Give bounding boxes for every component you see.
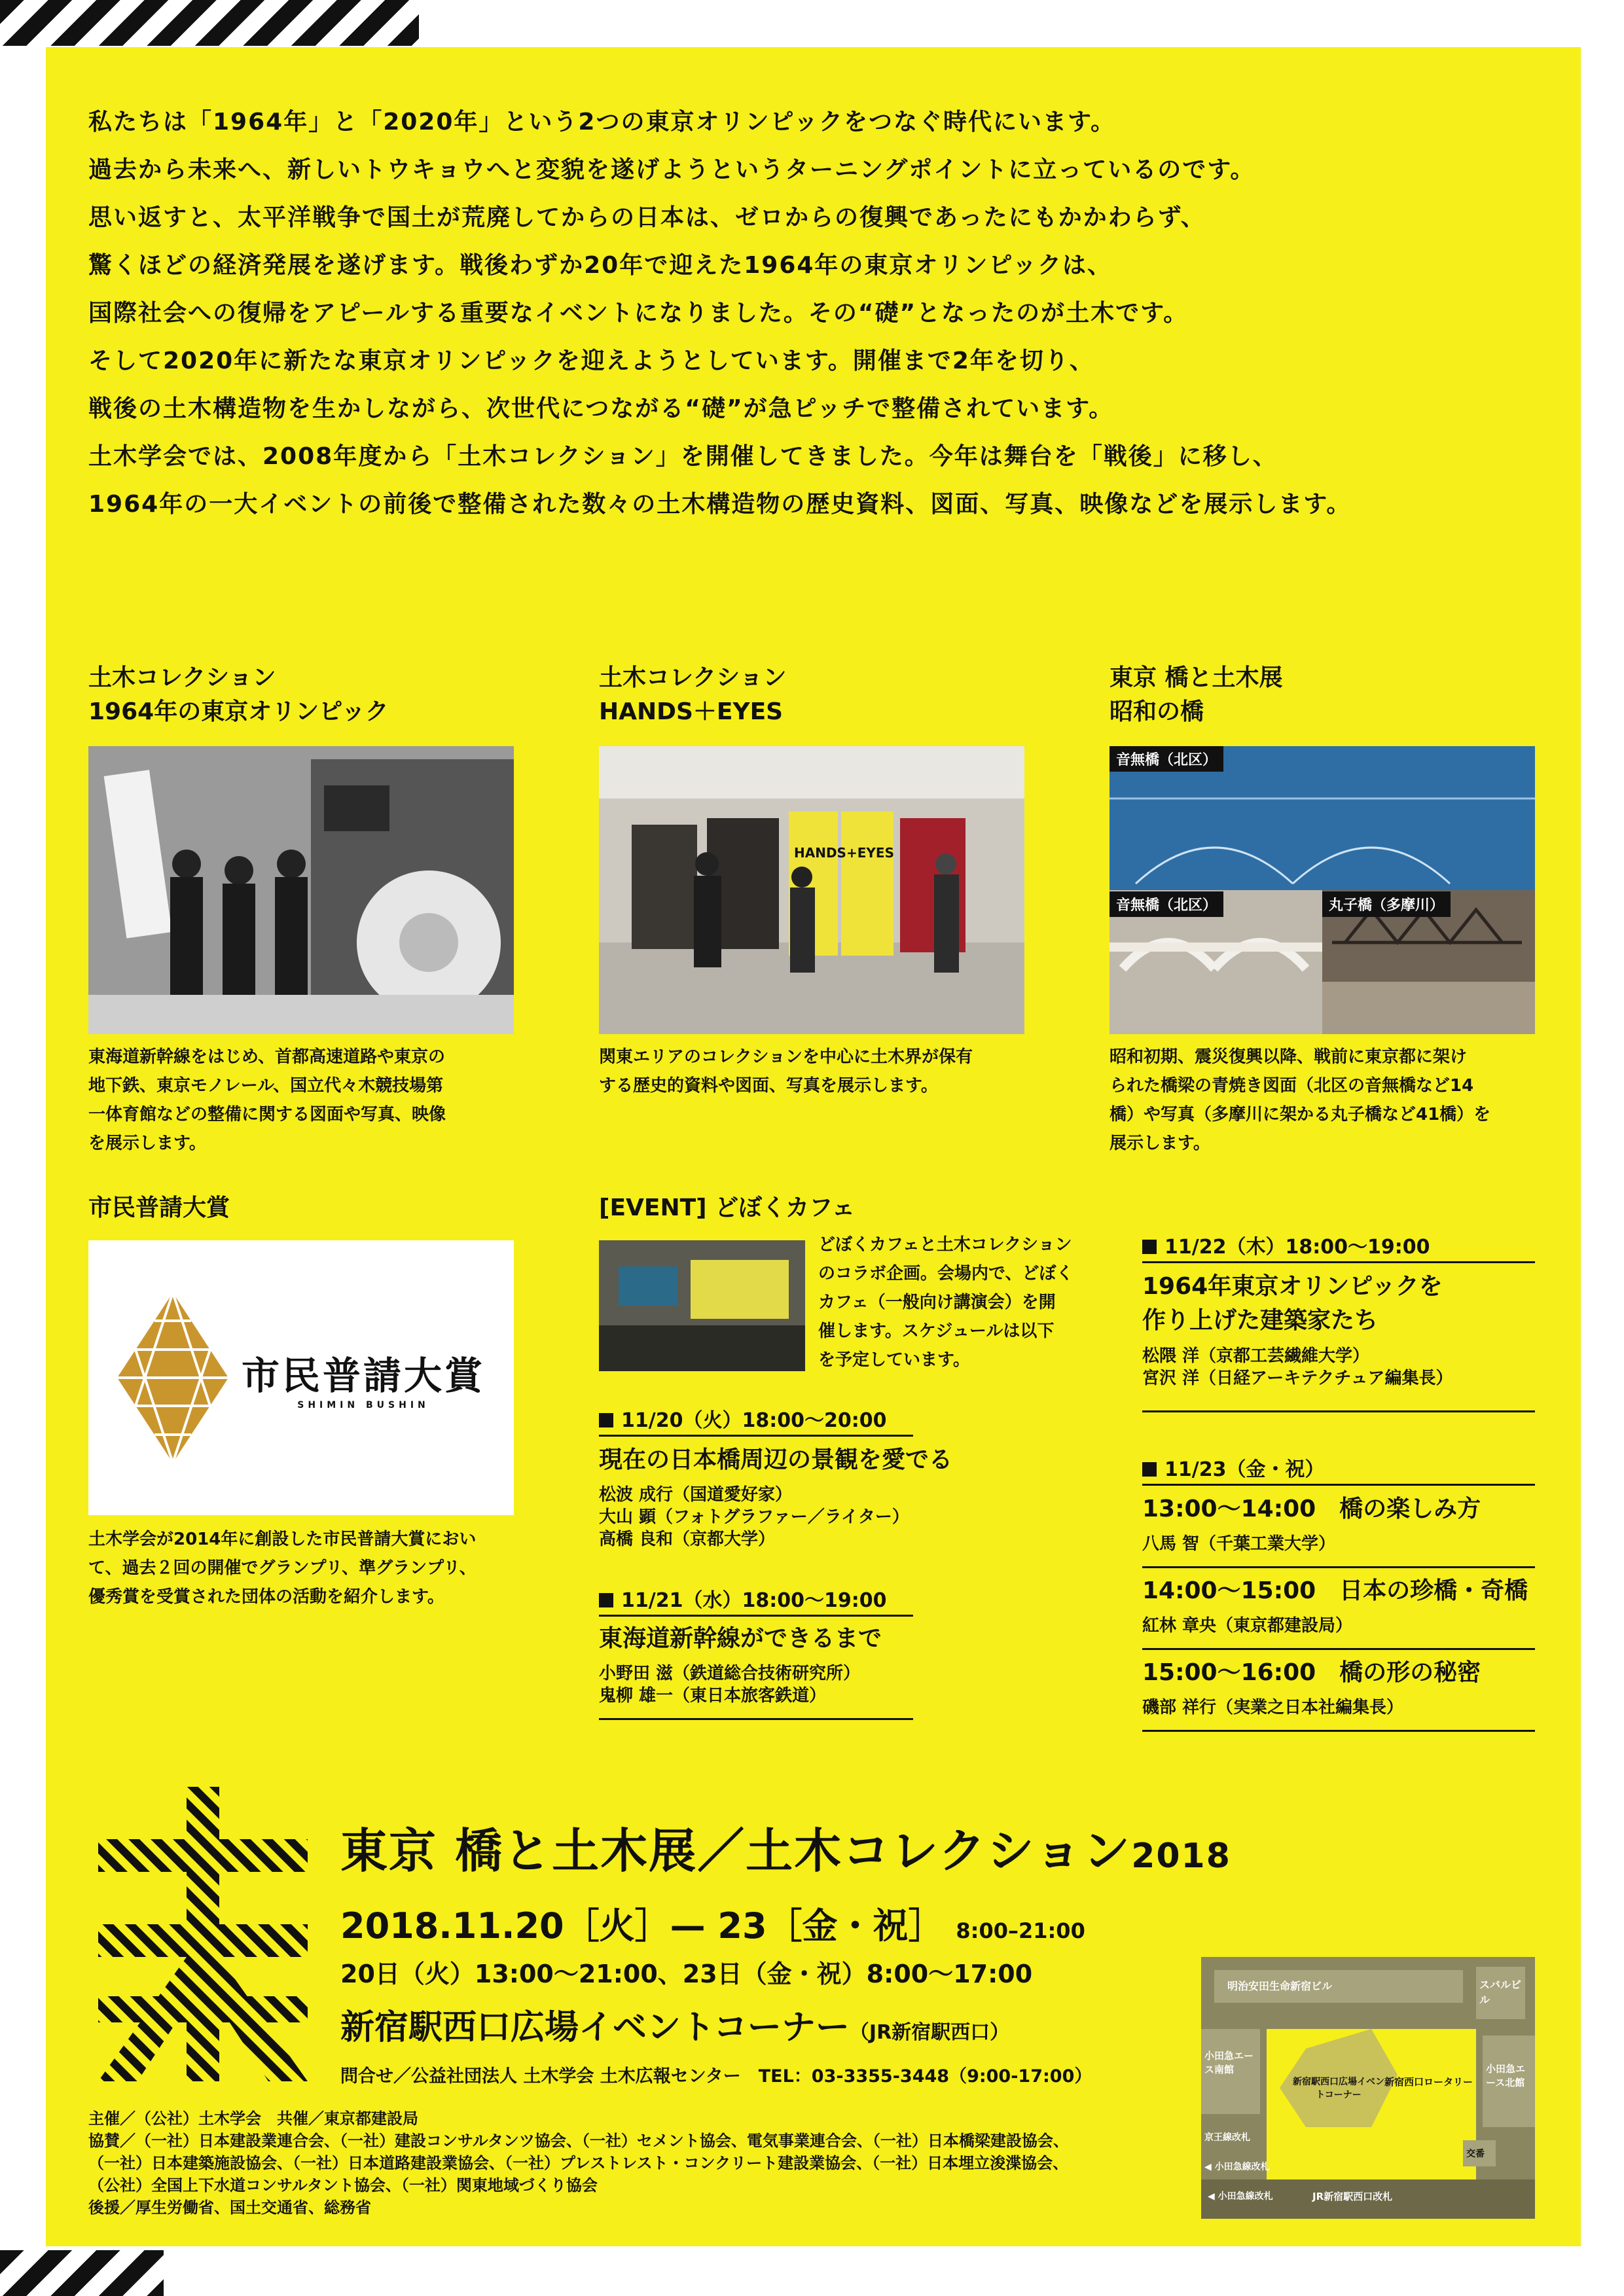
caption-line: 地下鉄、東京モノレール、国立代々木競技場第 [88, 1076, 444, 1096]
doboku-logo [98, 1787, 308, 2081]
credit-line: （公社）全国上下水道コンサルタント協会、（一社）関東地域づくり協会 [88, 2176, 598, 2195]
event-day3-date-text: 11/22（木）18:00～19:00 [1164, 1236, 1430, 1259]
event-day2-title: 東海道新幹線ができるまで [599, 1625, 882, 1652]
speaker: 小野田 滋（鉄道総合技術研究所） [599, 1664, 861, 1683]
caption-line: する歴史的資料や図面、写真を展示します。 [599, 1076, 938, 1096]
photo-dobokucafe [599, 1240, 805, 1371]
event-day2-date [599, 1584, 886, 1613]
intro-line: 過去から未来へ、新しいトウキョウへと変貌を遂げようというターニングポイントに立っているのです。 [88, 156, 1255, 183]
shimin-logo-text: 市民普請大賞 [241, 1354, 485, 1398]
event-day4-talk1-speaker: 八馬 智（千葉工業大学） [1142, 1534, 1336, 1554]
section-3-caption [1110, 1043, 1490, 1158]
event-venue [340, 2000, 1009, 2049]
event-hours-detail: 20日（火）13:00～21:00、23日（金・祝）8:00～17:00 [340, 1960, 1033, 1988]
event-main-title-text: 東京 橋と土木展／土木コレクション [340, 1823, 1132, 1878]
credit-line: 後援／厚生労働省、国土交通省、総務省 [88, 2198, 371, 2217]
event-day1-speakers [599, 1484, 909, 1551]
shimin-heading: 市民普請大賞 [88, 1194, 230, 1221]
section-1-title-line1: 土木コレクション [88, 664, 276, 691]
credit-line: （一社）日本建築施設協会、（一社）日本道路建設業協会、（一社）プレストレスト・コンクリート建設業協会、（一社）日本埋立浚渫協会、 [88, 2154, 1069, 2172]
event-date-main: 2018.11.20［火］— 23［金・祝］ [340, 1905, 944, 1946]
caption-line: 催します。スケジュールは以下 [818, 1321, 1055, 1341]
event-day4-talk3-speaker: 磯部 祥行（実業之日本社編集長） [1142, 1698, 1404, 1717]
bridge-label-a: 音無橋（北区） [1110, 746, 1223, 772]
divider [1142, 1410, 1535, 1412]
speaker: 高橋 良和（京都大学） [599, 1530, 776, 1549]
caption-line: 土木学会が2014年に創設した市民普請大賞におい [88, 1530, 477, 1549]
event-day2-date-text: 11/21（水）18:00～19:00 [621, 1589, 887, 1612]
shimin-logo-sub: SHIMIN BUSHIN [297, 1400, 429, 1410]
event-day2-speakers [599, 1662, 860, 1707]
caption-line: 橋）や写真（多摩川に架かる丸子橋など41橋）を [1110, 1105, 1491, 1124]
divider [599, 1615, 913, 1617]
section-2-title-line2: HANDS＋EYES [599, 698, 784, 725]
intro-line: 思い返すと、太平洋戦争で国土が荒廃してからの日本は、ゼロからの復興であったにもかかわらず、 [88, 204, 1206, 231]
bridge-label-b: 音無橋（北区） [1110, 891, 1223, 917]
intro-line: 国際社会への復帰をアピールする重要なイベントになりました。その“礎”となったのが土木です。 [88, 300, 1189, 327]
event-day4-talk2-speaker: 紅林 章央（東京都建設局） [1142, 1616, 1353, 1636]
event-venue-sub: （JR新宿駅西口） [849, 2021, 1010, 2044]
event-day4-talk3-title: 15:00～16:00 橋の形の秘密 [1142, 1659, 1481, 1686]
caption-line: 一体育館などの整備に関する図面や写真、映像 [88, 1105, 446, 1124]
caption-line: カフェ（一般向け講演会）を開 [818, 1293, 1056, 1312]
credit-line: 主催／（公社）土木学会 共催／東京都建設局 [88, 2109, 418, 2128]
caption-line: 昭和初期、震災復興以降、戦前に東京都に架け [1110, 1047, 1468, 1067]
sign-hands: HANDS [794, 845, 846, 861]
caption-line: どぼくカフェと土木コレクション [818, 1235, 1072, 1255]
caption-line: 優秀賞を受賞された団体の活動を紹介します。 [88, 1587, 444, 1607]
caption-line: 東海道新幹線をはじめ、首都高速道路や東京の [88, 1047, 445, 1067]
shimin-diamond-icon [117, 1293, 228, 1463]
divider [1142, 1261, 1535, 1263]
divider [1142, 1730, 1535, 1732]
photo-1964-olympic [88, 746, 514, 1034]
event-day4-talk1-title: 13:00～14:00 橋の楽しみ方 [1142, 1496, 1481, 1522]
event-date-hours: 8:00–21:00 [956, 1918, 1085, 1943]
section-3-title-line2: 昭和の橋 [1110, 698, 1204, 725]
photo-hands-eyes [599, 746, 1024, 1034]
event-day4-talk2-title: 14:00～15:00 日本の珍橋・奇橋 [1142, 1577, 1528, 1604]
intro-line: 戦後の土木構造物を生かしながら、次世代につながる“礎”が急ピッチで整備されています。 [88, 395, 1114, 422]
divider [599, 1718, 913, 1720]
map-label-odakyu: ◀ 小田急線改札 [1204, 2162, 1270, 2172]
event-day3-date [1142, 1230, 1430, 1259]
map-label-odakyu2: ◀ 小田急線改札 [1208, 2191, 1273, 2202]
map-label-rotary: 新宿西口ロータリー [1384, 2076, 1473, 2088]
divider [599, 1435, 913, 1437]
event-venue-text: 新宿駅西口広場イベントコーナー [340, 2008, 850, 2047]
bridge-label-c: 丸子橋（多摩川） [1322, 891, 1451, 917]
shimin-logo-box [88, 1240, 514, 1515]
caption-line: られた橋梁の青焼き図面（北区の音無橋など14 [1110, 1076, 1474, 1096]
intro-line: 私たちは「1964年」と「2020年」という2つの東京オリンピックをつなぐ時代にいます。 [88, 109, 1116, 135]
intro-line: 驚くほどの経済発展を遂げます。戦後わずか20年で迎えた1964年の東京オリンピックは、 [88, 252, 1112, 279]
event-day1-date-text: 11/20（火）18:00～20:00 [621, 1409, 887, 1432]
intro-line: 土木学会では、2008年度から「土木コレクション」を開催してきました。今年は舞台を「戦後」に移し、 [88, 443, 1278, 470]
event-day1-date [599, 1404, 886, 1433]
event-day4-date [1142, 1453, 1324, 1482]
map-label-ace-north: 小田急エース北館 [1486, 2063, 1526, 2089]
event-heading: [EVENT] どぼくカフェ [599, 1194, 856, 1221]
event-day1-title: 現在の日本橋周辺の景観を愛でる [599, 1446, 953, 1473]
caption-line: て、過去２回の開催でグランプリ、準グランプリ、 [88, 1558, 477, 1578]
speaker: 宮沢 洋（日経アーキテクチュア編集長） [1142, 1369, 1453, 1388]
shimin-caption [88, 1525, 477, 1611]
bullet-square-icon [599, 1593, 613, 1607]
map-label-ace-south: 小田急エース南館 [1204, 2050, 1254, 2075]
section-1-title [88, 661, 389, 729]
event-dates [340, 1898, 1085, 1948]
caption-line: 展示します。 [1110, 1134, 1210, 1153]
divider [1142, 1648, 1535, 1650]
divider [1142, 1484, 1535, 1486]
map-label-koban: 交番 [1466, 2149, 1485, 2159]
speaker: 大山 顕（フォトグラファー／ライター） [599, 1507, 909, 1527]
map-label-meiji: 明治安田生命新宿ビル [1227, 1980, 1333, 1992]
credit-line: 協賛／（一社）日本建設業連合会、（一社）建設コンサルタンツ協会、（一社）セメント協会、電気事業連合会、（一社）日本橋梁建設協会、 [88, 2132, 1069, 2150]
bullet-square-icon [599, 1413, 613, 1427]
event-day3-title [1142, 1270, 1443, 1338]
event-day3-speakers [1142, 1345, 1453, 1390]
map-label-subaru: スバルビル [1479, 1979, 1522, 2006]
sign-eyes: +EYES [846, 845, 894, 861]
bullet-square-icon [1142, 1240, 1157, 1254]
speaker: 鬼柳 雄一（東日本旅客鉄道） [599, 1686, 827, 1706]
section-1-title-line2: 1964年の東京オリンピック [88, 698, 389, 725]
top-stripes [0, 0, 419, 46]
intro-line: 1964年の一大イベントの前後で整備された数々の土木構造物の歴史資料、図面、写真、映像などを展示します。 [88, 491, 1352, 518]
speaker: 松波 成行（国道愛好家） [599, 1485, 793, 1505]
intro-line: そして2020年に新たな東京オリンピックを迎えようとしています。開催まで2年を切り、 [88, 348, 1094, 374]
event-contact: 問合せ／公益社団法人 土木学会 土木広報センター TEL：03-3355-3448（9:00-17:00） [340, 2066, 1092, 2087]
speaker: 松隈 洋（京都工芸繊維大学） [1142, 1346, 1370, 1366]
map-label-keio: 京王線改札 [1204, 2132, 1250, 2143]
caption-line: 関東エリアのコレクションを中心に土木界が保有 [599, 1047, 973, 1067]
section-3-title [1110, 661, 1283, 729]
map-label-venue: 新宿駅西口広場イベントコーナー [1293, 2077, 1384, 2100]
credits [88, 2108, 1069, 2219]
event-year: 2018 [1131, 1837, 1231, 1876]
event-desc [818, 1230, 1073, 1374]
venue-map [1201, 1957, 1535, 2219]
section-2-title [599, 661, 787, 729]
divider [1142, 1566, 1535, 1568]
caption-line: を予定しています。 [818, 1350, 970, 1370]
section-2-caption [599, 1043, 973, 1100]
section-2-title-line1: 土木コレクション [599, 664, 787, 691]
bottom-stripes [0, 2250, 164, 2296]
event-day3-title-line2: 作り上げた建築家たち [1142, 1307, 1379, 1334]
event-main-title [340, 1813, 1231, 1881]
intro-text [88, 98, 1548, 528]
bullet-square-icon [1142, 1462, 1157, 1477]
section-1-caption [88, 1043, 446, 1158]
caption-line: を展示します。 [88, 1134, 206, 1153]
event-day4-date-text: 11/23（金・祝） [1164, 1458, 1325, 1481]
section-3-title-line1: 東京 橋と土木展 [1110, 664, 1283, 691]
caption-line: のコラボ企画。会場内で、どぼく [818, 1264, 1074, 1283]
event-day3-title-line1: 1964年東京オリンピックを [1142, 1273, 1443, 1300]
map-label-jr: JR新宿駅西口改札 [1312, 2191, 1393, 2202]
photo-showa-bridges [1110, 746, 1535, 1034]
